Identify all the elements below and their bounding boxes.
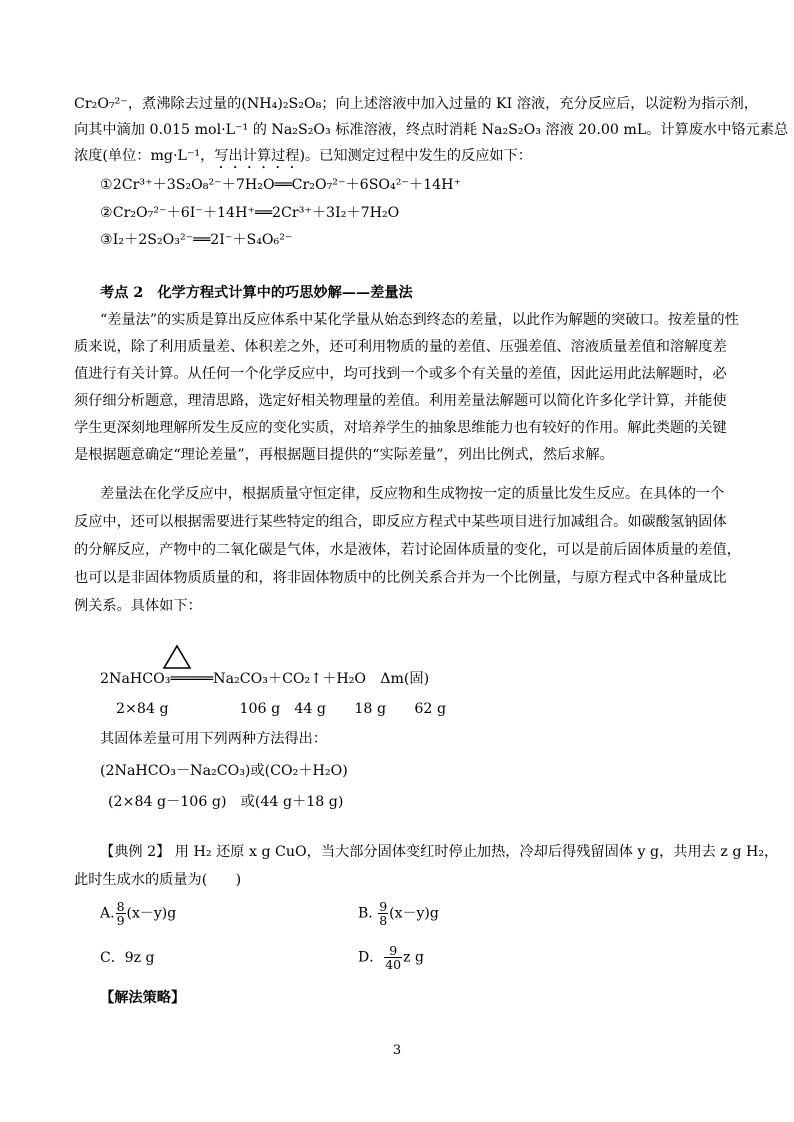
reaction-2: ②Cr₂O₇²⁻＋6I⁻＋14H⁺══2Cr³⁺＋3I₂＋7H₂O [100,205,400,221]
page-number: 3 [392,1043,402,1058]
reaction-1: ①2Cr³⁺＋3S₂O₈²⁻＋7H₂O══Cr₂O₇²⁻＋6SO₄²⁻＋14H⁺ [100,177,462,193]
fraction-numerator: 8 [116,899,125,914]
option-a [100,900,176,927]
fraction [384,944,402,971]
para-line: Cr₂O₇²⁻，煮沸除去过量的(NH₄)₂S₂O₈；向上述溶液中加入过量的 KI 溶液，充分反应后，以淀粉为指示剂， [74,96,758,112]
mass-values: 2×84 g 106 g 44 g 18 g 62 g [116,701,447,717]
difference-expression: (2NaHCO₃－Na₂CO₃)或(CO₂＋H₂O) [100,763,348,779]
option-text: (x－y)g [126,905,177,922]
para-line: 学生更深刻地理解所发生反应的变化实质，对培养学生的抽象思维能力也有较好的作用。解此类题的关键 [74,420,727,436]
para-line: 是根据题意确定“理论差量”，再根据题目提供的“实际差量”，列出比例式，然后求解。 [74,447,614,463]
reaction-3: ③I₂＋2S₂O₃²⁻══2I⁻＋S₄O₆²⁻ [100,232,293,248]
strategy-heading: 【解法策略】 [100,990,186,1006]
option-c: C．9z g [100,950,155,966]
para-line: 的分解反应，产物中的二氧化碳是气体，水是液体，若讨论固体质量的变化，可以是前后固体质量的差值， [74,542,741,558]
para-line: 其固体差量可用下列两种方法得出： [100,731,328,747]
option-b [358,900,439,927]
para-line: 例关系。具体如下： [74,598,202,614]
option-label: B. [358,905,373,922]
para-line: 差量法在化学反应中，根据质量守恒定律，反应物和生成物按一定的质量比发生反应。在具体的一个 [100,486,725,502]
para-line: 向其中滴加 0.015 mol·L⁻¹ 的 Na₂S₂O₃ 标准溶液，终点时消耗 Na₂S₂O₃ 溶液 20.00 mL。计算废水中铬元素总 [74,122,789,138]
para-line: 须仔细分析题意，理清思路，选定好相关物理量的差值。利用差量法解题可以简化许多化学计算，并能使 [74,393,727,409]
option-label: D． [358,949,384,966]
fraction-denominator: 8 [379,913,388,928]
decomposition-equation: 2NaHCO₃═════Na₂CO₃＋CO₂↑＋H₂O Δm(固) [100,671,430,687]
fraction [378,900,388,927]
para-line: 反应中，还可以根据需要进行某些特定的组合，即反应方程式中某些项目进行加减组合。如碳酸氢钠固体 [74,514,727,530]
para-line: 也可以是非固体物质质量的和，将非固体物质中的比例关系合并为一个比例量，与原方程式中各种量成比 [74,570,727,586]
para-line [74,146,532,172]
difference-values: (2×84 g－106 g) 或(44 g＋18 g) [108,794,344,810]
text-segment: 浓度(单位：mg·L⁻¹， [74,148,215,164]
para-line: 值进行有关计算。从任何一个化学反应中，均可找到一个或多个有关量的差值，因此运用此法解题时，必 [74,366,727,382]
example-question: 【典例 2】 用 H₂ 还原 x g CuO，当大部分固体变红时停止加热，冷却后得残留固体 y g，共用去 z g H₂， [100,844,779,860]
fraction-denominator: 9 [116,913,125,928]
option-text: z g [403,949,424,966]
fraction-numerator: 9 [379,899,388,914]
heat-triangle-icon [162,644,192,670]
fraction-denominator: 40 [385,957,402,972]
text-segment: )。已知测定过程中发生的反应如下： [299,148,532,164]
para-line: 质来说，除了利用质量差、体积差之外，还可利用物质的量的差值、压强差值、溶液质量差值和溶解度差 [74,339,727,355]
fraction [116,900,126,927]
option-d [358,944,424,971]
section-heading: 考点 2 化学方程式计算中的巧思妙解——差量法 [100,285,413,301]
fraction-numerator: 9 [384,944,402,958]
emphasized-text: 写出计算过程 [214,148,300,164]
example-question: 此时生成水的质量为( ) [74,872,242,888]
para-line: “差量法”的实质是算出反应体系中某化学量从始态到终态的差量，以此作为解题的突破口。按差量的性 [100,312,739,328]
option-label: A. [100,905,115,922]
option-text: (x－y)g [389,905,439,922]
